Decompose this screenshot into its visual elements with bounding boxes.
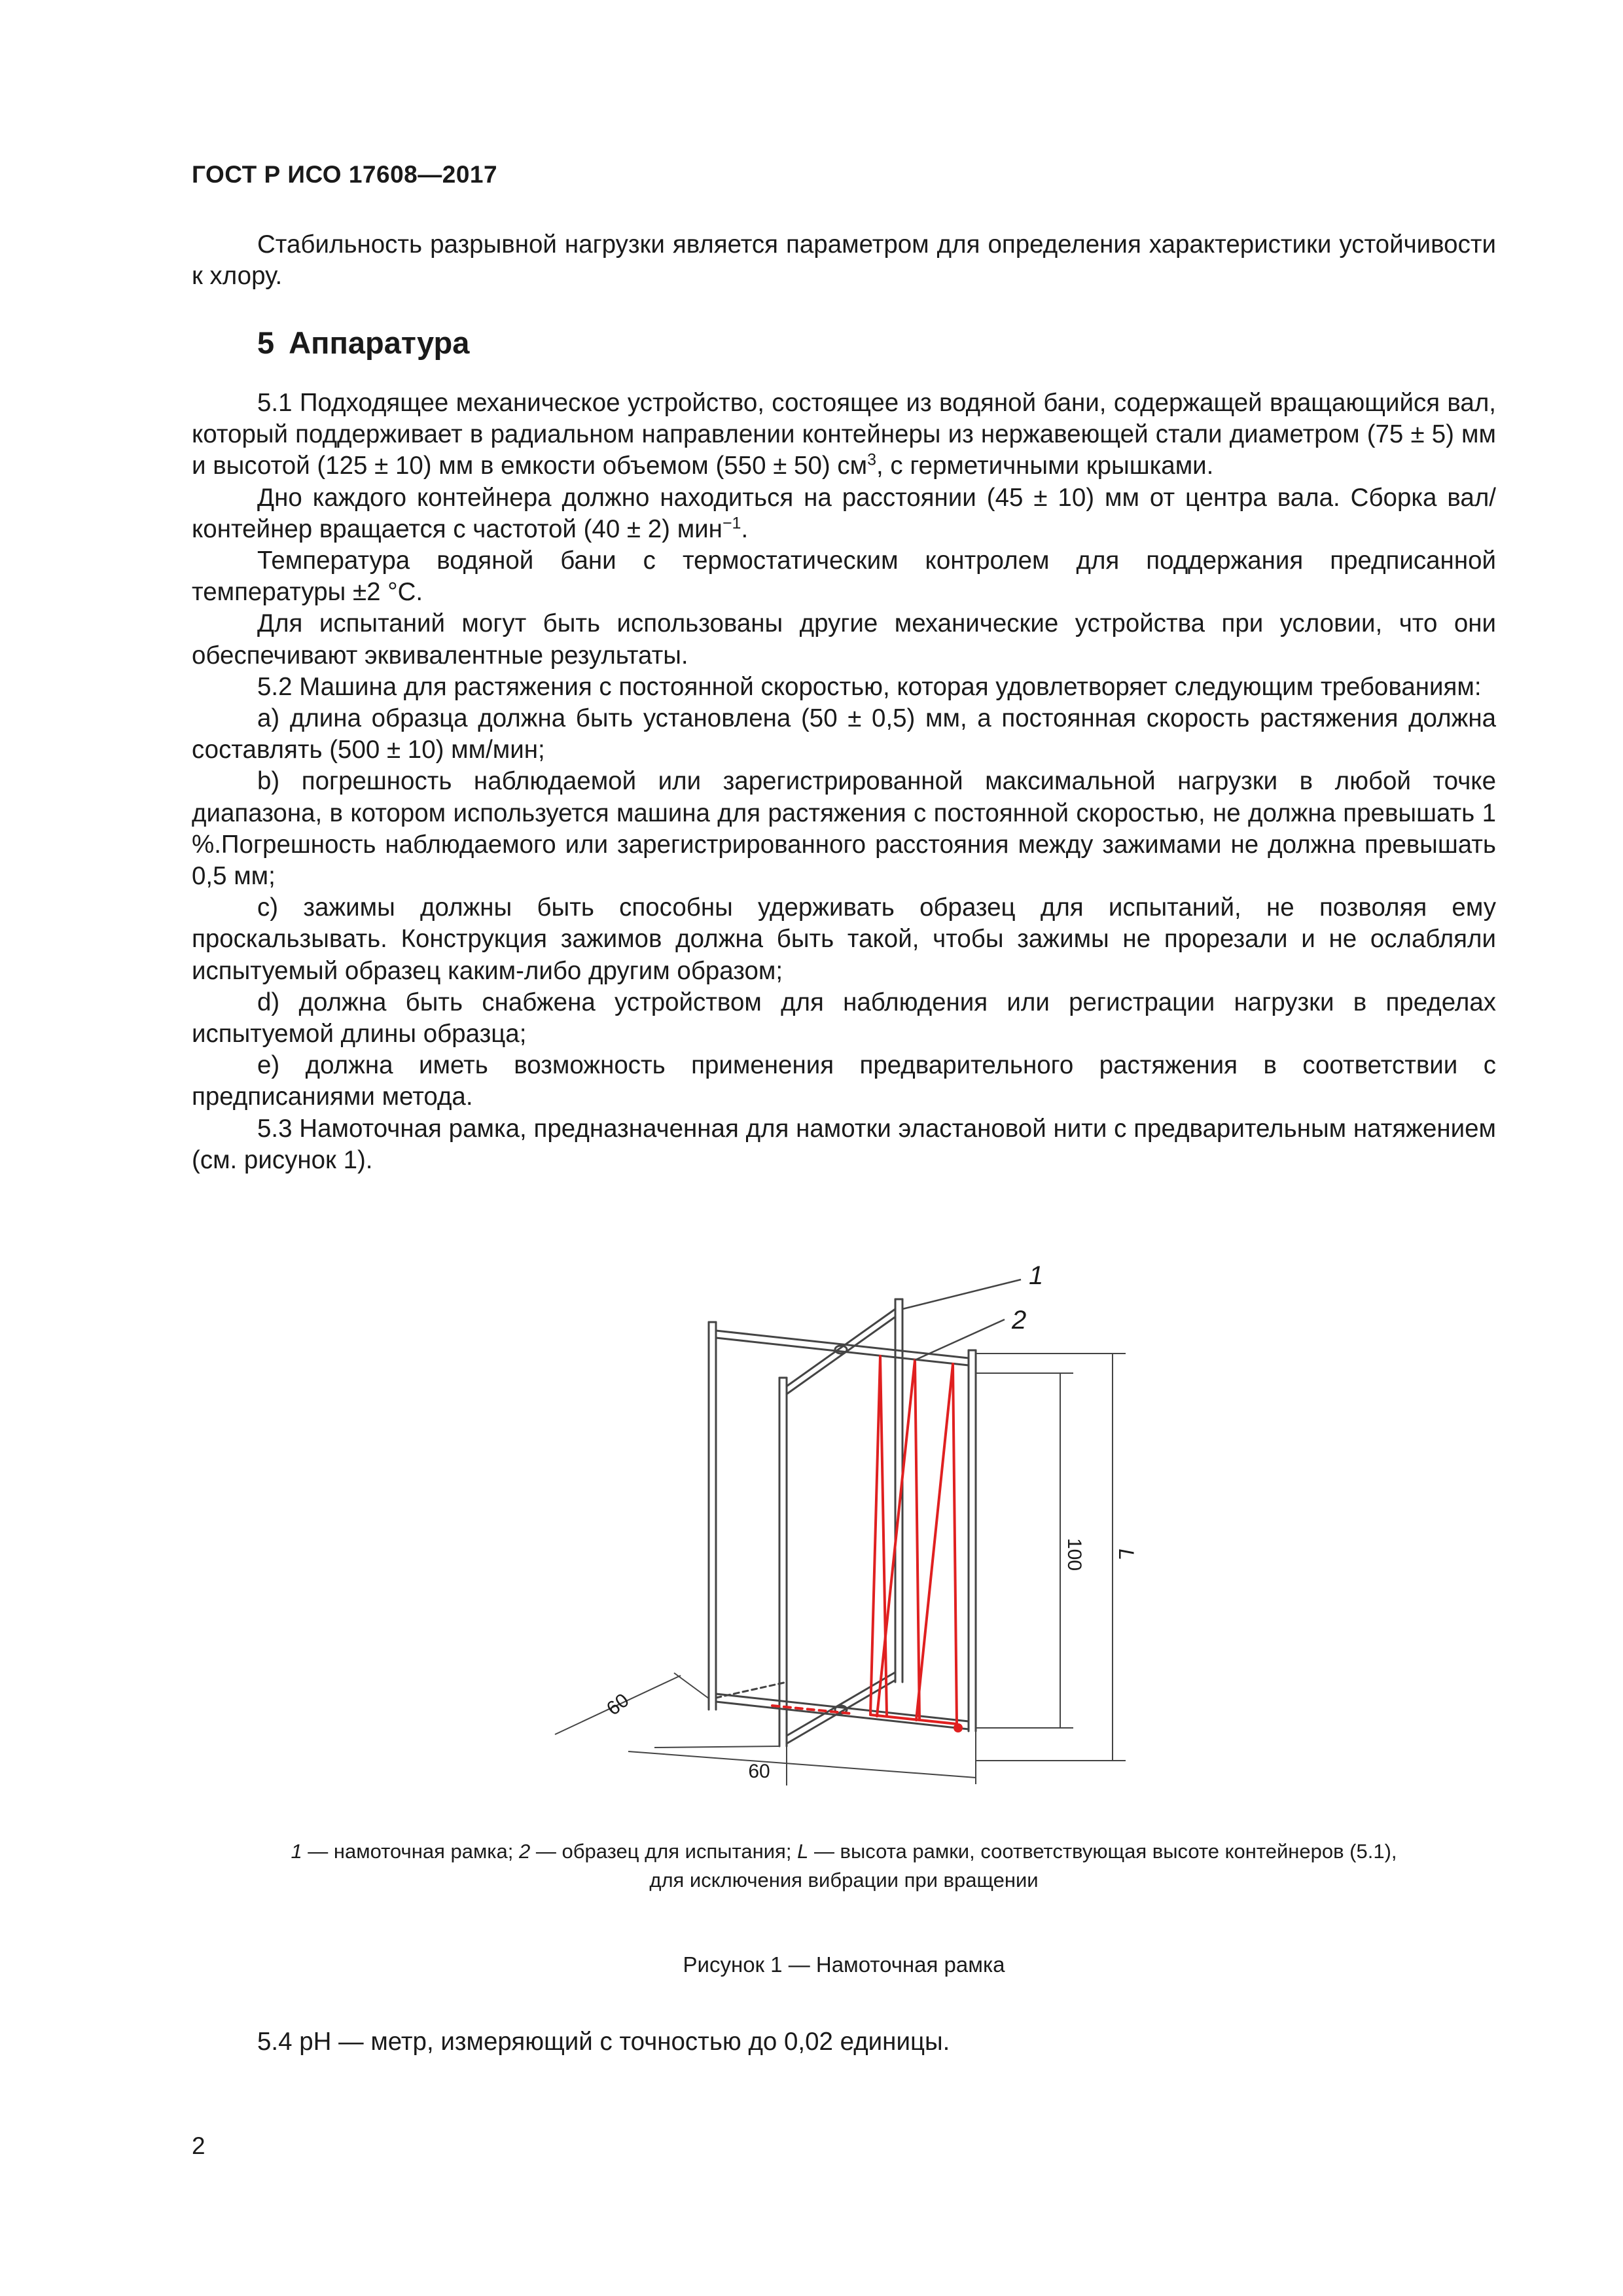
section-title: Аппаратура — [289, 325, 470, 360]
paragraph-5-2: 5.2 Машина для растяжения с постоянной скоростью, которая удовлетворяет следующим требованиям: — [257, 672, 1482, 701]
specimen-thread — [953, 1364, 957, 1724]
intro-paragraph — [192, 229, 1496, 292]
figure-legend-line-1 — [192, 1837, 1496, 1866]
dimension-label-60-left: 60 — [602, 1689, 633, 1720]
list-item-5-2-b: b) погрешность наблюдаемой или зарегистрированной максимальной нагрузки в любой точке диапазона, в котором используется машина для растяжения с постоянной скоростью, не должна превышать 1 %.Погрешность наблюдаемого или зарегистрированного расстояния между зажимами не должна превышать 0,5 мм; — [192, 767, 1496, 891]
frame-bar — [716, 1694, 969, 1721]
list-item-5-2-c: с) зажимы должны быть способны удерживать образец для испытаний, не позволяя ему проскальзывать. Конструкция зажимов должна быть такой, чтобы зажимы не прорезали и не ослабляли испытуемый образец каким-либо другим образом; — [192, 893, 1496, 985]
list-item-5-2-d: d) должна быть снабжена устройством для наблюдения или регистрации нагрузки в пределах испытуемой длины образца; — [192, 988, 1496, 1049]
legend-text: — высота рамки, соответствующая высоте контейнеров (5.1), — [808, 1840, 1397, 1863]
specimen-thread — [916, 1364, 953, 1720]
paragraph-5-4: 5.4 pH — метр, измеряющий с точностью до 0,02 единицы. — [257, 2028, 950, 2056]
legend-key: 2 — [518, 1840, 531, 1863]
list-item-5-2-e: е) должна иметь возможность применения предварительного растяжения в соответствии с предписаниями метода. — [192, 1051, 1496, 1111]
list-item-5-2-a: а) длина образца должна быть установлена (50 ± 0,5) мм, а постоянная скорость растяжения должна составлять (500 ± 10) мм/мин; — [192, 704, 1496, 764]
section-heading — [257, 325, 469, 361]
thread-knot — [954, 1723, 963, 1732]
figure-legend — [192, 1837, 1496, 1895]
page-number: 2 — [192, 2132, 205, 2159]
section-number: 5 — [257, 325, 275, 360]
legend-key: 1 — [291, 1840, 302, 1863]
dimension-label-L: L — [1115, 1549, 1138, 1560]
paragraph-temperature: Температура водяной бани с термостатическим контролем для поддержания предписанной температуры ±2 °C. — [192, 547, 1496, 607]
paragraph-5-3: 5.3 Намоточная рамка, предназначенная для намотки эластановой нити с предварительным натяжением (см. рисунок 1). — [192, 1114, 1496, 1174]
paragraph-5-1 — [192, 387, 1496, 482]
figure-label-1: 1 — [1029, 1261, 1044, 1290]
paragraph-5-1-text: 5.1 Подходящее механическое устройство, состоящее из водяной бани, содержащей вращающийся вал, который поддерживает в радиальном направлении контейнеры из нержавеющей стали диаметром (75 ± 5) мм и высотой (125 ± 10) мм в емкости объемом (550 ± 50) см — [192, 389, 1496, 480]
paragraph-container-bottom-tail: . — [741, 514, 749, 543]
unit-superscript: −1 — [722, 514, 741, 533]
dimension-label-60-bottom: 60 — [748, 1761, 770, 1782]
document-header: ГОСТ Р ИСО 17608—2017 — [192, 161, 498, 188]
figure-title: Рисунок 1 — Намоточная рамка — [683, 1952, 1005, 1977]
figure-label-2: 2 — [1012, 1306, 1027, 1335]
specimen-thread — [915, 1360, 919, 1720]
figure-legend-line-2: для исключения вибрации при вращении — [649, 1869, 1039, 1892]
dimension-line-60-bottom — [628, 1751, 976, 1778]
winding-frame-figure — [0, 1244, 1623, 1833]
paragraph-other-devices: Для испытаний могут быть использованы другие механические устройства при условии, что они обеспечивают эквивалентные результаты. — [192, 609, 1496, 670]
legend-text: — образец для испытания; — [530, 1840, 798, 1863]
section-body — [192, 387, 1496, 1176]
dimension-label-100: 100 — [1063, 1537, 1085, 1571]
specimen-thread — [870, 1356, 880, 1715]
paragraph-5-1-tail: , с герметичными крышками. — [876, 452, 1214, 480]
paragraph-container-bottom — [192, 482, 1496, 545]
unit-superscript: 3 — [867, 450, 877, 469]
leader-line — [902, 1280, 1021, 1309]
intro-text: Стабильность разрывной нагрузки является параметром для определения характеристики устойчивости к хлору. — [192, 230, 1496, 291]
legend-text: — намоточная рамка; — [302, 1840, 519, 1863]
paragraph-container-bottom-text: Дно каждого контейнера должно находиться на расстоянии (45 ± 10) мм от центра вала. Сборка вал/контейнер вращается с частотой (40 ± 2) мин — [192, 483, 1496, 543]
legend-key: L — [797, 1840, 809, 1863]
